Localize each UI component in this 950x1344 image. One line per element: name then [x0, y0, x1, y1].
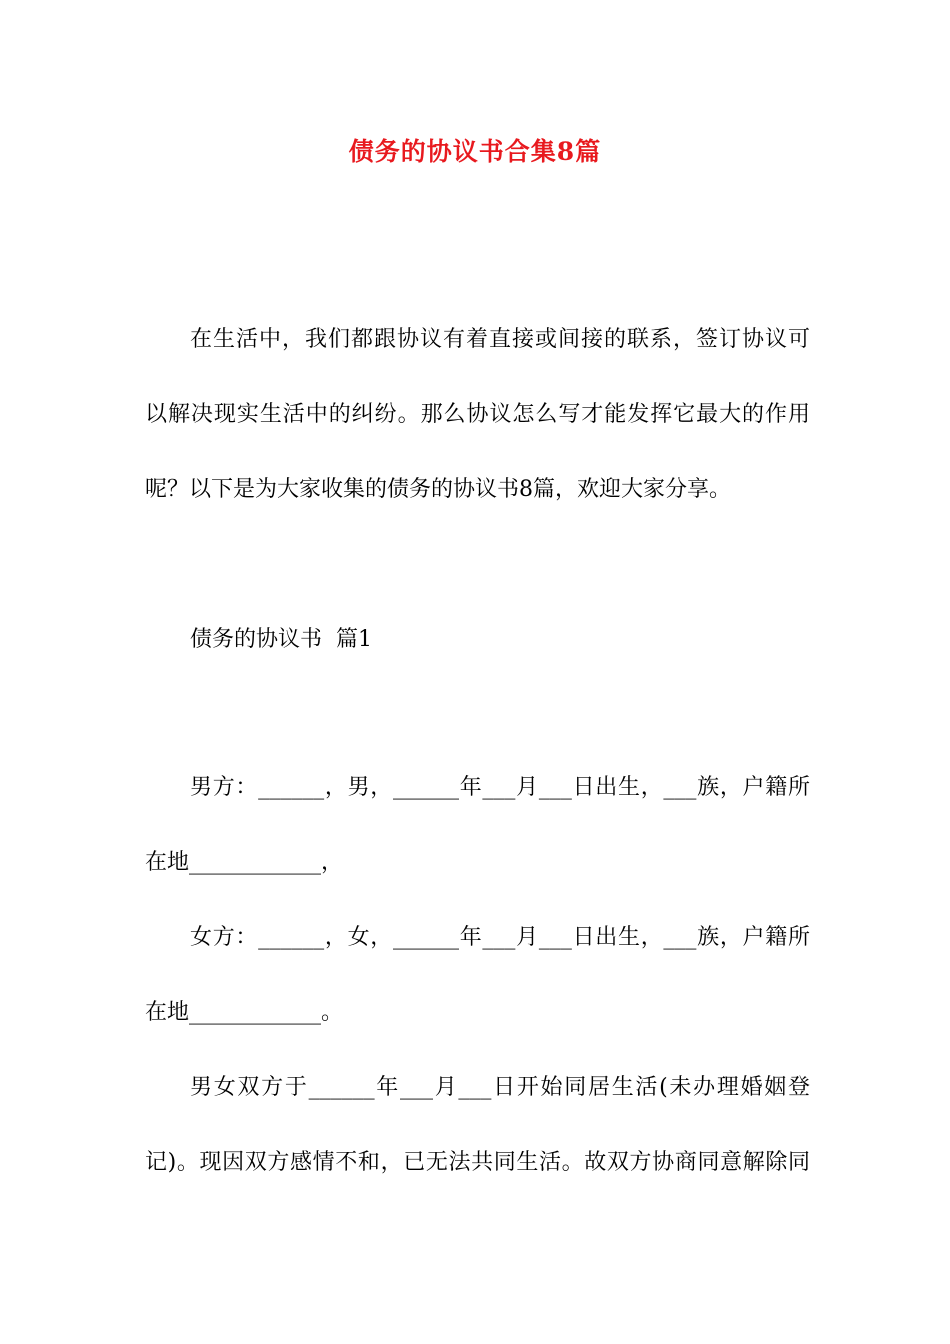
intro-line-1: 在生活中，我们都跟协议有着直接或间接的联系，签订协议可: [190, 327, 810, 352]
body-line-1: 男方：______，男，______年___月___日出生，___族，户籍所: [190, 775, 810, 800]
intro-line-2: 以解决现实生活中的纠纷。那么协议怎么写才能发挥它最大的作用: [145, 402, 810, 427]
body-line-2: 在地____________，: [145, 850, 344, 875]
body-line-6: 记)。现因双方感情不和，已无法共同生活。故双方协商同意解除同: [145, 1150, 810, 1175]
body-line-4: 在地____________。: [145, 1000, 344, 1025]
body-line-3: 女方：______，女，______年___月___日出生，___族，户籍所: [190, 925, 810, 950]
body-line-5: 男女双方于______年___月___日开始同居生活(未办理婚姻登: [190, 1075, 810, 1100]
document-title: 债务的协议书合集8篇: [348, 137, 602, 166]
section-heading: 债务的协议书 篇1: [190, 627, 372, 652]
intro-line-3: 呢？以下是为大家收集的债务的协议书8篇，欢迎大家分享。: [145, 477, 731, 502]
